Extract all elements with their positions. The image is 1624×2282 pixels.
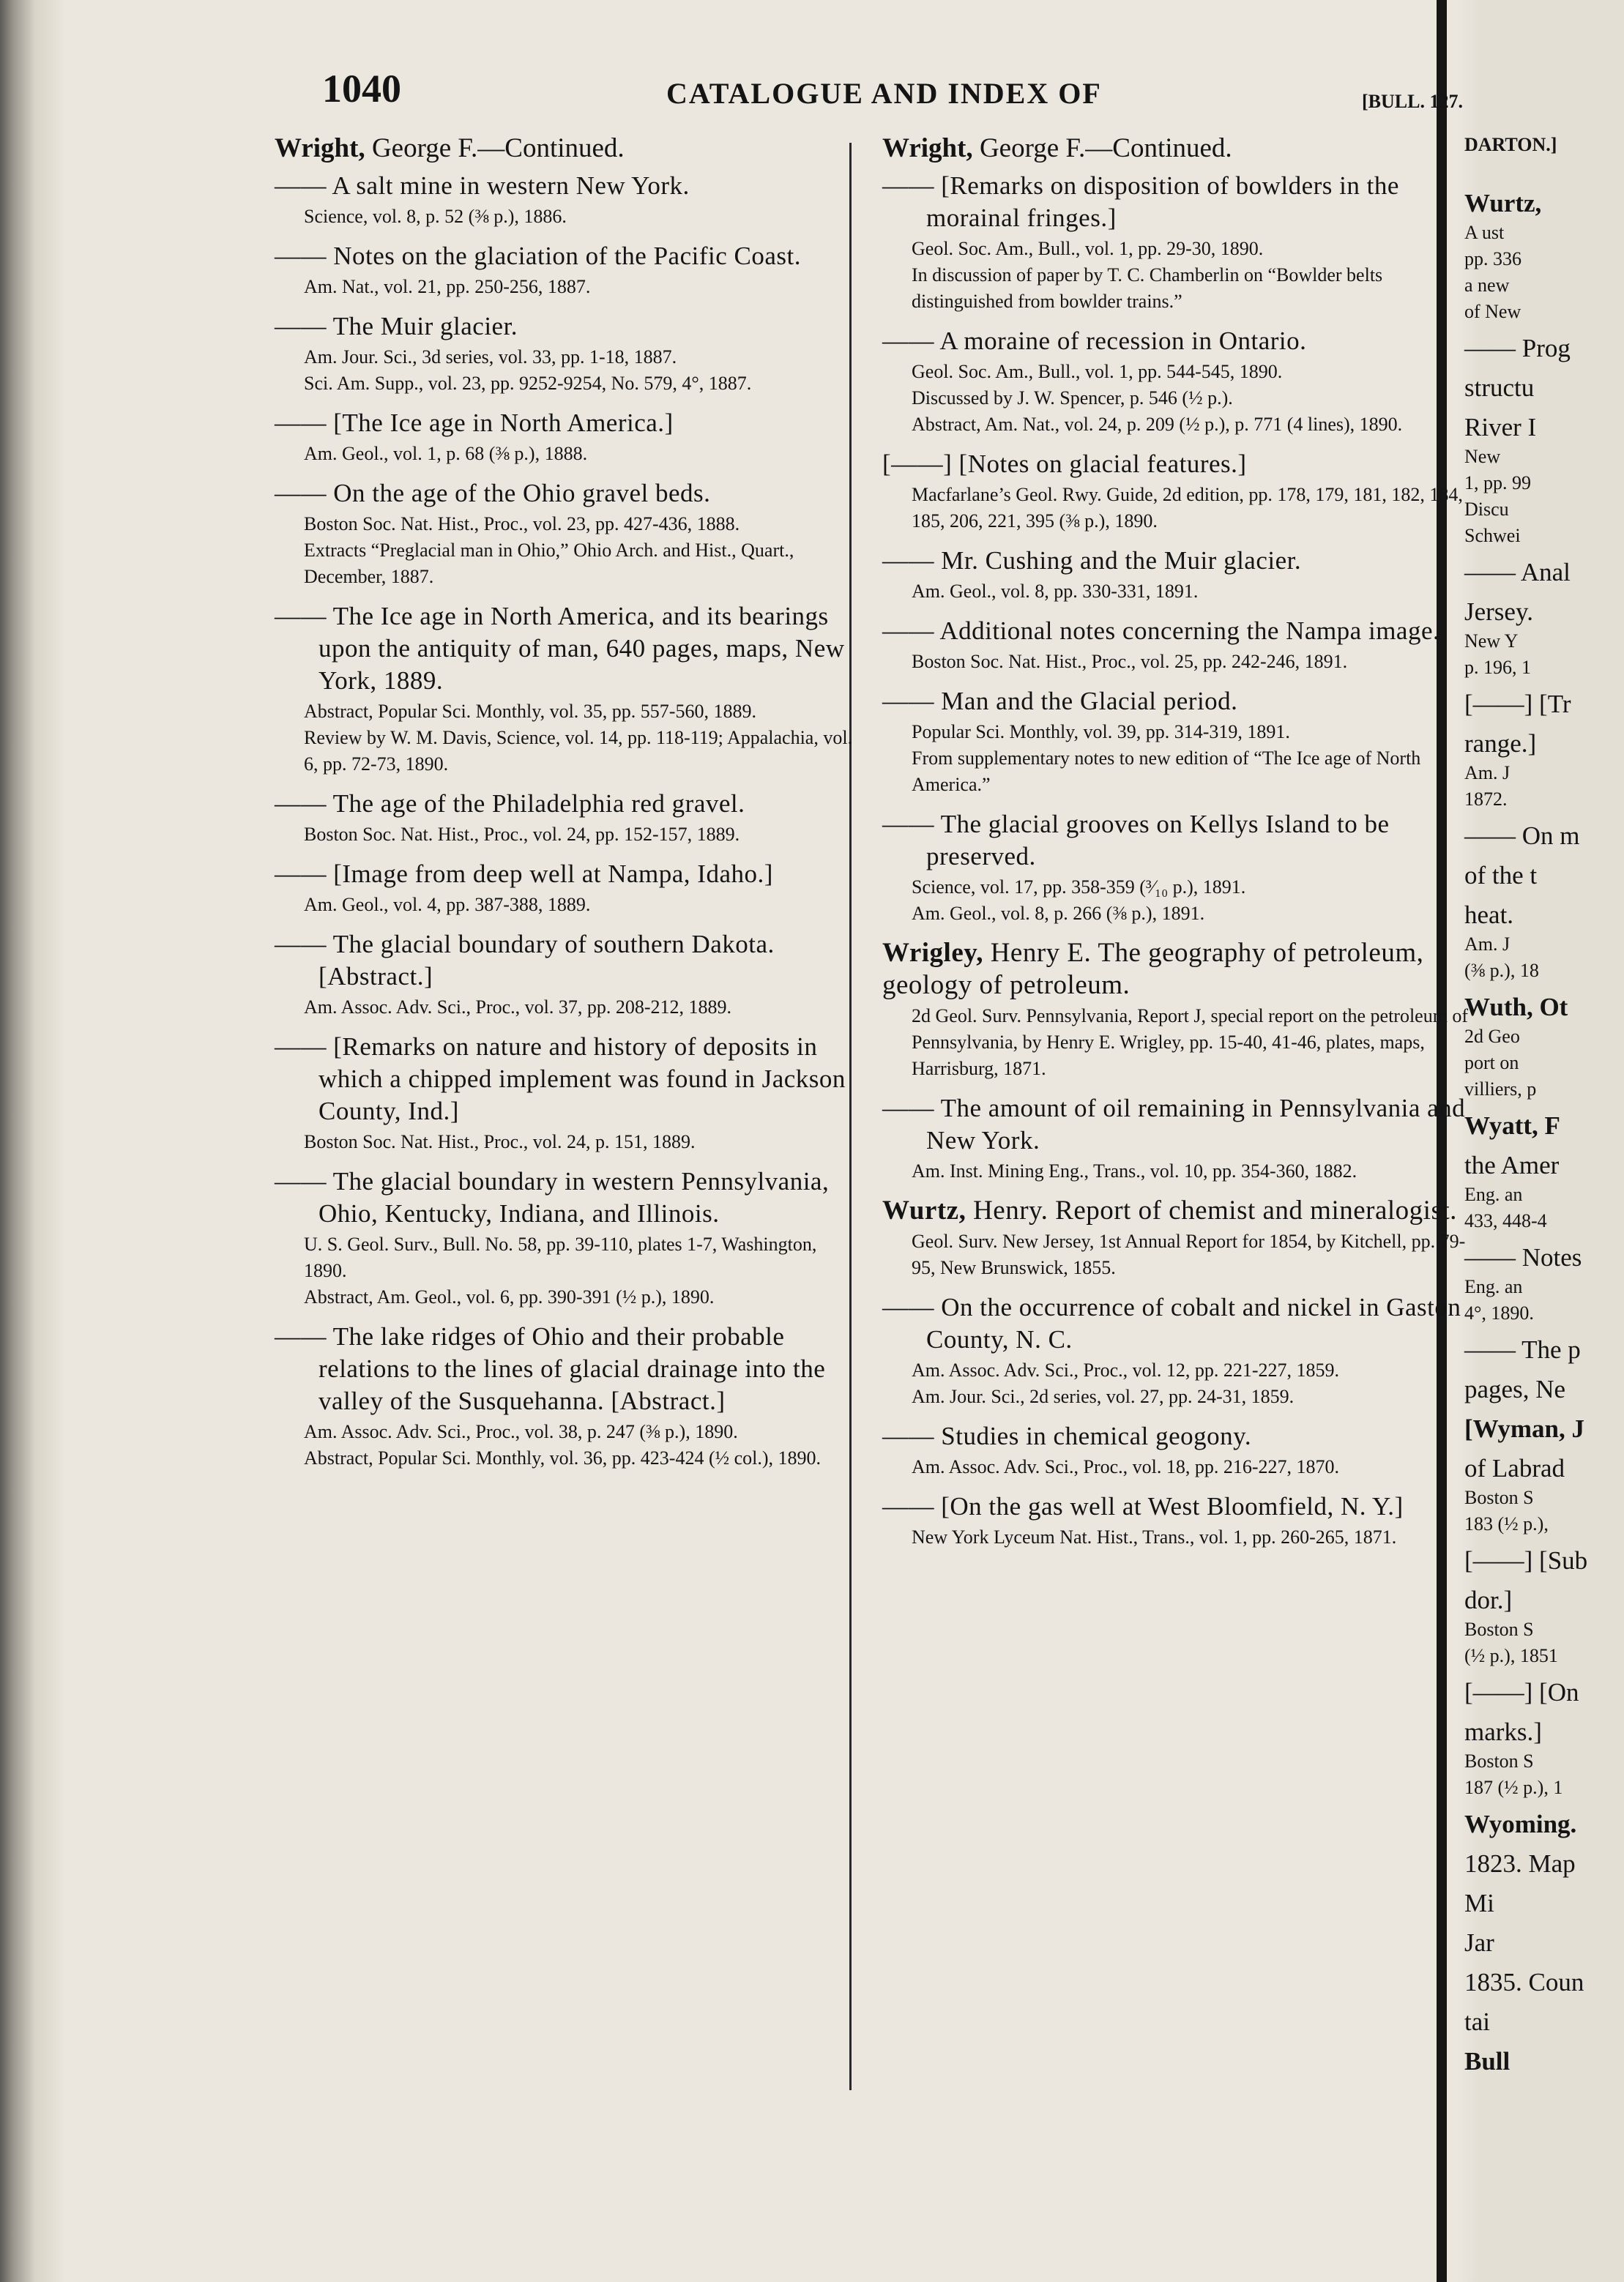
cropped-line: (½ p.), 1851: [1464, 1645, 1558, 1666]
entry-title: —— [Image from deep well at Nampa, Idaho.]: [275, 860, 773, 888]
entry-reference: Am. Geol., vol. 8, p. 266 (⅜ p.), 1891.: [912, 903, 1205, 924]
cropped-line: A ust: [1464, 222, 1505, 243]
entry-title: —— On the age of the Ohio gravel beds.: [275, 479, 711, 507]
entry-reference: Am. Geol., vol. 4, pp. 387-388, 1889.: [304, 894, 591, 915]
entry-title: —— Mr. Cushing and the Muir glacier.: [882, 546, 1302, 575]
entry-reference: Am. Inst. Mining Eng., Trans., vol. 10, pp. 354-360, 1882.: [912, 1160, 1357, 1182]
title-text: Henry E. The geography of petroleum, geology of petroleum.: [882, 938, 1424, 1000]
cropped-line: 433, 448-4: [1464, 1210, 1547, 1231]
cropped-line: [Wyman, J: [1464, 1414, 1584, 1443]
catalogue-entry: [882, 685, 1475, 798]
cropped-line: 2d Geo: [1464, 1026, 1520, 1047]
entry-reference: Popular Sci. Monthly, vol. 39, pp. 314-319, 1891.: [912, 721, 1290, 742]
catalogue-entry: [275, 1321, 860, 1472]
catalogue-entry: [275, 1166, 860, 1310]
entry-list: [882, 1291, 1475, 1551]
cropped-line: Schwei: [1464, 525, 1521, 546]
heading-rest: George F.—Continued.: [972, 133, 1232, 163]
cropped-line: Boston S: [1464, 1619, 1534, 1640]
entry-reference: U. S. Geol. Surv., Bull. No. 58, pp. 39-110, plates 1-7, Washington, 1890.: [304, 1234, 817, 1281]
author-name: Wright,: [882, 133, 973, 163]
cropped-line: 183 (½ p.),: [1464, 1513, 1549, 1535]
page-number: 1040: [322, 67, 401, 111]
entry-reference: Discussed by J. W. Spencer, p. 546 (½ p.).: [912, 387, 1233, 409]
entry-title: —— Additional notes concerning the Nampa image.: [882, 616, 1440, 645]
entry-title: —— The age of the Philadelphia red gravel.: [275, 789, 745, 818]
entry-reference: Geol. Surv. New Jersey, 1st Annual Report for 1854, by Kitchell, pp. 79-95, New Brunswick, 1855.: [912, 1231, 1466, 1278]
entry-reference: Geol. Soc. Am., Bull., vol. 1, pp. 29-30, 1890.: [912, 238, 1264, 259]
entry-title: [882, 1195, 1475, 1227]
cropped-line: Eng. an: [1464, 1276, 1523, 1297]
cropped-line: [——] [Sub: [1464, 1546, 1588, 1575]
entry-list: [882, 1092, 1475, 1185]
continued-heading: [882, 132, 1475, 165]
cropped-line: Jar: [1464, 1928, 1494, 1957]
entry-list: [275, 170, 860, 1472]
entry-title: —— [Remarks on disposition of bowlders in the morainal fringes.]: [882, 171, 1399, 232]
cropped-line: structu: [1464, 373, 1535, 402]
author-name: Wurtz,: [882, 1196, 966, 1226]
cropped-line: Eng. an: [1464, 1184, 1523, 1205]
entry-title: —— The Muir glacier.: [275, 312, 518, 340]
entry-reference: Extracts “Preglacial man in Ohio,” Ohio Arch. and Hist., Quart., December, 1887.: [304, 540, 794, 587]
cropped-line: Wyatt, F: [1464, 1111, 1560, 1140]
cropped-line: pp. 336: [1464, 248, 1521, 269]
cropped-line: a new: [1464, 275, 1510, 296]
cropped-line: —— Notes: [1464, 1243, 1582, 1272]
cropped-line: Boston S: [1464, 1750, 1534, 1772]
cropped-line: tai: [1464, 2007, 1490, 2036]
catalogue-entry: [275, 240, 860, 300]
reference-list: [882, 1003, 1475, 1082]
cropped-line: Boston S: [1464, 1487, 1534, 1508]
catalogue-entry: [882, 1092, 1475, 1185]
cropped-line: [——] [On: [1464, 1678, 1579, 1707]
entry-reference: Geol. Soc. Am., Bull., vol. 1, pp. 544-545, 1890.: [912, 361, 1283, 382]
entry-title: —— The amount of oil remaining in Pennsylvania and New York.: [882, 1094, 1466, 1155]
entry-title: —— Man and the Glacial period.: [882, 687, 1238, 715]
entry-reference: Boston Soc. Nat. Hist., Proc., vol. 24, p. 151, 1889.: [304, 1131, 696, 1152]
cropped-line: the Amer: [1464, 1151, 1560, 1179]
entry-reference: Sci. Am. Supp., vol. 23, pp. 9252-9254, No. 579, 4°, 1887.: [304, 373, 752, 394]
cropped-line: 1835. Coun: [1464, 1968, 1584, 1996]
right-column-fragment: [1464, 132, 1624, 2078]
entry-reference: New York Lyceum Nat. Hist., Trans., vol. 1, pp. 260-265, 1871.: [912, 1526, 1397, 1548]
catalogue-entry: [275, 170, 860, 230]
entry-reference: Review by W. M. Davis, Science, vol. 14, pp. 118-119; Appalachia, vol. 6, pp. 72-73, 1890.: [304, 727, 853, 775]
entry-reference: Macfarlane’s Geol. Rwy. Guide, 2d edition, pp. 178, 179, 181, 182, 184, 185, 206, 221, 395 (⅜ p.), 1890.: [912, 484, 1463, 532]
cropped-line: —— Prog: [1464, 334, 1571, 362]
cropped-line: (⅜ p.), 18: [1464, 960, 1539, 981]
entry-title: —— A moraine of recession in Ontario.: [882, 327, 1307, 355]
cropped-line: Wyoming.: [1464, 1810, 1577, 1838]
entry-reference: Boston Soc. Nat. Hist., Proc., vol. 25, pp. 242-246, 1891.: [912, 651, 1348, 672]
cropped-line: 1823. Map: [1464, 1849, 1576, 1878]
cropped-line: 187 (½ p.), 1: [1464, 1777, 1563, 1798]
catalogue-entry: [275, 407, 860, 467]
middle-column: [882, 132, 1475, 1561]
bulletin-reference: [BULL. 127.: [1362, 91, 1463, 112]
cropped-line: —— The p: [1464, 1335, 1581, 1364]
cropped-line: of Labrad: [1464, 1454, 1565, 1483]
entry-title: —— Notes on the glaciation of the Pacific Coast.: [275, 242, 801, 270]
cropped-line: p. 196, 1: [1464, 657, 1531, 678]
cropped-line: range.]: [1464, 729, 1537, 758]
page-header: [322, 66, 1479, 124]
author-entry-wrigley: [882, 937, 1475, 1082]
entry-reference: Am. Jour. Sci., 2d series, vol. 27, pp. 24-31, 1859.: [912, 1386, 1295, 1407]
author-name: Wrigley,: [882, 938, 983, 968]
entry-reference: Science, vol. 8, p. 52 (⅜ p.), 1886.: [304, 206, 567, 227]
heading-rest: George F.—Continued.: [365, 133, 625, 163]
catalogue-entry: [275, 788, 860, 848]
cropped-line: villiers, p: [1464, 1078, 1537, 1100]
running-header-right: DARTON.]: [1464, 134, 1557, 155]
cropped-line: —— On m: [1464, 821, 1580, 850]
entry-title: —— [Remarks on nature and history of deposits in which a chipped implement was found in Jackson County, Ind.]: [275, 1032, 846, 1125]
cropped-line: of New: [1464, 301, 1521, 322]
entry-reference: 2d Geol. Surv. Pennsylvania, Report J, special report on the petroleum of Pennsylvania, by Henry E. Wrigley, pp. 15-40, 41-46, plates, maps, Harrisburg, 1871.: [912, 1005, 1469, 1079]
entry-title: —— The Ice age in North America, and its bearings upon the antiquity of man, 640 pages, maps, New York, 1889.: [275, 602, 845, 695]
title-text: Henry. Report of chemist and mineralogist.: [966, 1196, 1457, 1226]
entry-list: [882, 170, 1475, 927]
continued-heading: [275, 132, 860, 165]
reference-list: [882, 1228, 1475, 1281]
entry-title: —— Studies in chemical geogony.: [882, 1422, 1252, 1450]
cropped-line: Am. J: [1464, 762, 1511, 783]
entry-title: —— The lake ridges of Ohio and their probable relations to the lines of glacial drainage into the valley of the Susquehanna. [Abstract.]: [275, 1322, 826, 1415]
catalogue-entry: [882, 808, 1475, 927]
entry-reference: Boston Soc. Nat. Hist., Proc., vol. 24, pp. 152-157, 1889.: [304, 824, 740, 845]
cropped-line: —— Anal: [1464, 558, 1571, 586]
cropped-line: port on: [1464, 1052, 1519, 1073]
cropped-line: dor.]: [1464, 1586, 1513, 1614]
entry-reference: Abstract, Am. Geol., vol. 6, pp. 390-391 (½ p.), 1890.: [304, 1286, 715, 1308]
entry-reference: In discussion of paper by T. C. Chamberlin on “Bowlder belts distinguished from bowlder trains.”: [912, 264, 1383, 312]
catalogue-entry: [882, 1291, 1475, 1410]
cropped-line: pages, Ne: [1464, 1375, 1566, 1403]
entry-reference: Am. Geol., vol. 1, p. 68 (⅜ p.), 1888.: [304, 443, 588, 464]
entry-title: —— The glacial boundary of southern Dakota. [Abstract.]: [275, 930, 775, 991]
catalogue-entry: [882, 1491, 1475, 1551]
entry-reference: Am. Assoc. Adv. Sci., Proc., vol. 38, p. 247 (⅜ p.), 1890.: [304, 1421, 738, 1442]
catalogue-entry: [275, 310, 860, 397]
entry-title: —— The glacial boundary in western Pennsylvania, Ohio, Kentucky, Indiana, and Illinois.: [275, 1167, 830, 1228]
cropped-line: Jersey.: [1464, 597, 1533, 626]
catalogue-entry: [882, 615, 1475, 675]
catalogue-entry: [882, 325, 1475, 438]
entry-reference: Am. Geol., vol. 8, pp. 330-331, 1891.: [912, 581, 1199, 602]
entry-title: [——] [Notes on glacial features.]: [882, 450, 1247, 478]
left-column: [275, 132, 860, 1482]
catalogue-entry: [882, 170, 1475, 315]
entry-title: —— [On the gas well at West Bloomfield, N. Y.]: [882, 1492, 1404, 1521]
entry-title: —— On the occurrence of cobalt and nickel in Gaston County, N. C.: [882, 1293, 1461, 1354]
catalogue-entry: [882, 448, 1475, 534]
catalogue-entry: [275, 600, 860, 778]
entry-reference: Am. Assoc. Adv. Sci., Proc., vol. 12, pp. 221-227, 1859.: [912, 1360, 1340, 1381]
entry-reference: Abstract, Popular Sci. Monthly, vol. 36, pp. 423-424 (½ col.), 1890.: [304, 1447, 822, 1469]
cropped-line: Wuth, Ot: [1464, 993, 1568, 1021]
cropped-line: Bull: [1464, 2047, 1511, 2076]
entry-reference: From supplementary notes to new edition of “The Ice age of North America.”: [912, 747, 1421, 795]
catalogue-entry: [882, 545, 1475, 605]
cropped-line: 4°, 1890.: [1464, 1302, 1534, 1324]
cropped-line: Mi: [1464, 1889, 1494, 1917]
catalogue-entry: [275, 928, 860, 1021]
cropped-line: heat.: [1464, 901, 1514, 929]
entry-reference: Am. Nat., vol. 21, pp. 250-256, 1887.: [304, 276, 591, 297]
entry-reference: Am. Assoc. Adv. Sci., Proc., vol. 18, pp. 216-227, 1870.: [912, 1456, 1340, 1477]
cropped-line: River I: [1464, 413, 1537, 441]
entry-title: —— [The Ice age in North America.]: [275, 409, 674, 437]
catalogue-entry: [275, 858, 860, 918]
cropped-line: New: [1464, 446, 1501, 467]
cropped-line: [——] [Tr: [1464, 690, 1571, 718]
entry-reference: Science, vol. 17, pp. 358-359 (³⁄₁₀ p.), 1891.: [912, 876, 1246, 898]
cropped-line: 1, pp. 99: [1464, 472, 1531, 493]
cropped-line: Am. J: [1464, 933, 1511, 955]
entry-reference: Am. Assoc. Adv. Sci., Proc., vol. 37, pp. 208-212, 1889.: [304, 996, 732, 1018]
cropped-line: 1872.: [1464, 788, 1508, 810]
cropped-line: marks.]: [1464, 1718, 1542, 1746]
cropped-line: Wurtz,: [1464, 189, 1542, 217]
catalogue-entry: [275, 477, 860, 590]
cropped-line: of the t: [1464, 861, 1538, 890]
entry-reference: Abstract, Am. Nat., vol. 24, p. 209 (½ p.), p. 771 (4 lines), 1890.: [912, 414, 1403, 435]
author-entry-wurtz: [882, 1195, 1475, 1281]
entry-title: —— The glacial grooves on Kellys Island to be preserved.: [882, 810, 1390, 870]
catalogue-entry: [275, 1031, 860, 1155]
entry-title: —— A salt mine in western New York.: [275, 171, 690, 200]
entry-reference: Abstract, Popular Sci. Monthly, vol. 35, pp. 557-560, 1889.: [304, 701, 756, 722]
entry-reference: Boston Soc. Nat. Hist., Proc., vol. 23, pp. 427-436, 1888.: [304, 513, 740, 534]
running-title: CATALOGUE AND INDEX OF: [666, 77, 1102, 110]
cropped-line: New Y: [1464, 630, 1519, 652]
entry-title: [882, 937, 1475, 1002]
catalogue-entry: [882, 1420, 1475, 1480]
cropped-line: Discu: [1464, 499, 1509, 520]
author-name: Wright,: [275, 133, 365, 163]
cropped-lines: [1464, 187, 1624, 2078]
entry-reference: Am. Jour. Sci., 3d series, vol. 33, pp. 1-18, 1887.: [304, 346, 677, 368]
